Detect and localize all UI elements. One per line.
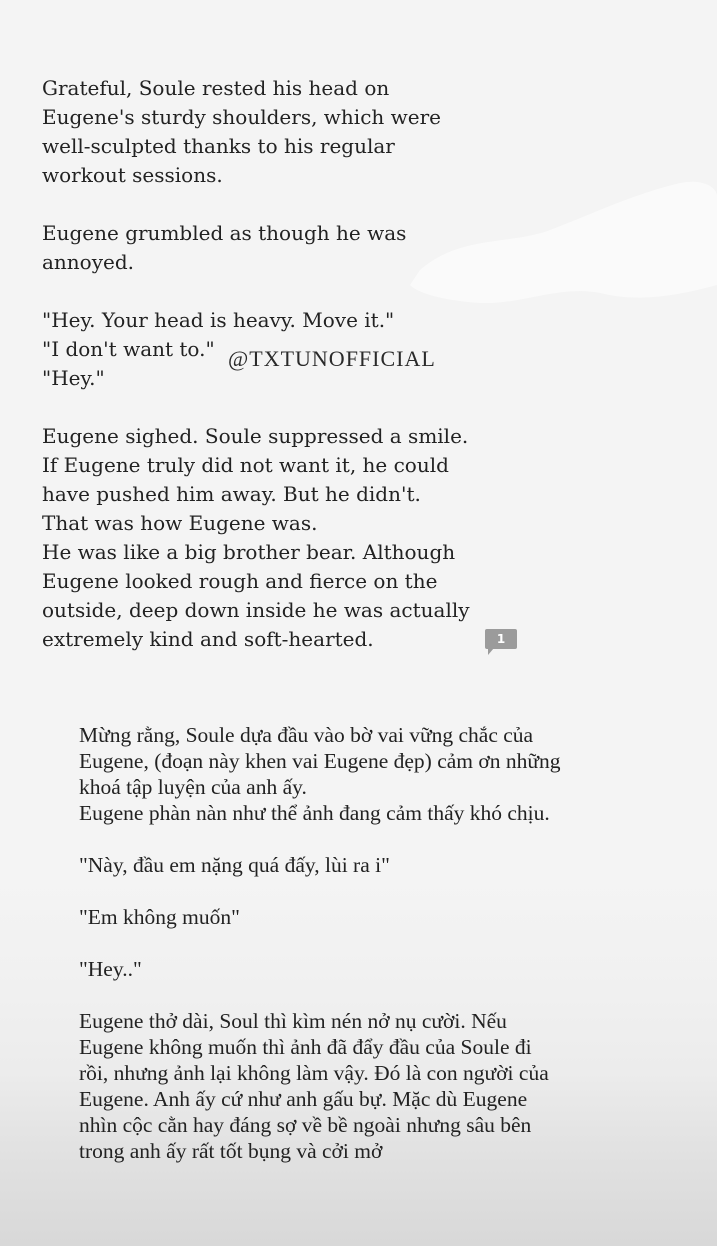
english-line: That was how Eugene was.: [42, 511, 318, 535]
vietnamese-line: trong anh ấy rất tốt bụng và cởi mở: [79, 1139, 383, 1163]
english-line: Eugene sighed. Soule suppressed a smile.: [42, 424, 469, 448]
english-line: outside, deep down inside he was actually: [42, 598, 470, 622]
vietnamese-line: nhìn cộc cằn hay đáng sợ về bề ngoài nhưng sâu bên: [79, 1113, 532, 1137]
vietnamese-translation: [79, 722, 669, 1164]
vietnamese-line: rồi, nhưng ảnh lại không làm vậy. Đó là con người của: [79, 1061, 549, 1085]
english-line: Eugene grumbled as though he was: [42, 221, 407, 245]
english-dialogue-line: "I don't want to.": [42, 337, 215, 361]
vietnamese-line: khoá tập luyện của anh ấy.: [79, 775, 307, 799]
english-line: extremely kind and soft-hearted.: [42, 627, 374, 651]
vietnamese-line: Eugene phàn nàn như thể ảnh đang cảm thấy khó chịu.: [79, 801, 550, 825]
vietnamese-dialogue-line: "Hey..": [79, 957, 142, 981]
english-line: workout sessions.: [42, 163, 223, 187]
english-dialogue-line: "Hey.": [42, 366, 105, 390]
english-line: Eugene looked rough and fierce on the: [42, 569, 438, 593]
english-line: He was like a big brother bear. Although: [42, 540, 456, 564]
vietnamese-line: Eugene, (đoạn này khen vai Eugene đẹp) cảm ơn những: [79, 749, 561, 773]
vietnamese-dialogue-line: "Em không muốn": [79, 905, 240, 929]
english-line: Eugene's sturdy shoulders, which were: [42, 105, 441, 129]
vietnamese-line: Eugene không muốn thì ảnh đã đẩy đầu của Soule đi: [79, 1035, 532, 1059]
vietnamese-dialogue-line: "Này, đầu em nặng quá đấy, lùi ra i": [79, 853, 390, 877]
vietnamese-line: Eugene thở dài, Soul thì kìm nén nở nụ cười. Nếu: [79, 1009, 507, 1033]
comment-count: 1: [485, 629, 517, 649]
comment-count-badge[interactable]: [485, 629, 517, 657]
watermark-text: @TXTUNOFFICIAL: [228, 346, 436, 371]
comment-bubble-tail: [488, 648, 494, 655]
english-line: have pushed him away. But he didn't.: [42, 482, 421, 506]
english-dialogue-line: "Hey. Your head is heavy. Move it.": [42, 308, 395, 332]
english-line: annoyed.: [42, 250, 135, 274]
english-line: well-sculpted thanks to his regular: [42, 134, 395, 158]
english-line: Grateful, Soule rested his head on: [42, 76, 390, 100]
vietnamese-line: Mừng rằng, Soule dựa đầu vào bờ vai vững chắc của: [79, 723, 534, 747]
vietnamese-line: Eugene. Anh ấy cứ như anh gấu bự. Mặc dù Eugene: [79, 1087, 528, 1111]
english-line: If Eugene truly did not want it, he could: [42, 453, 449, 477]
